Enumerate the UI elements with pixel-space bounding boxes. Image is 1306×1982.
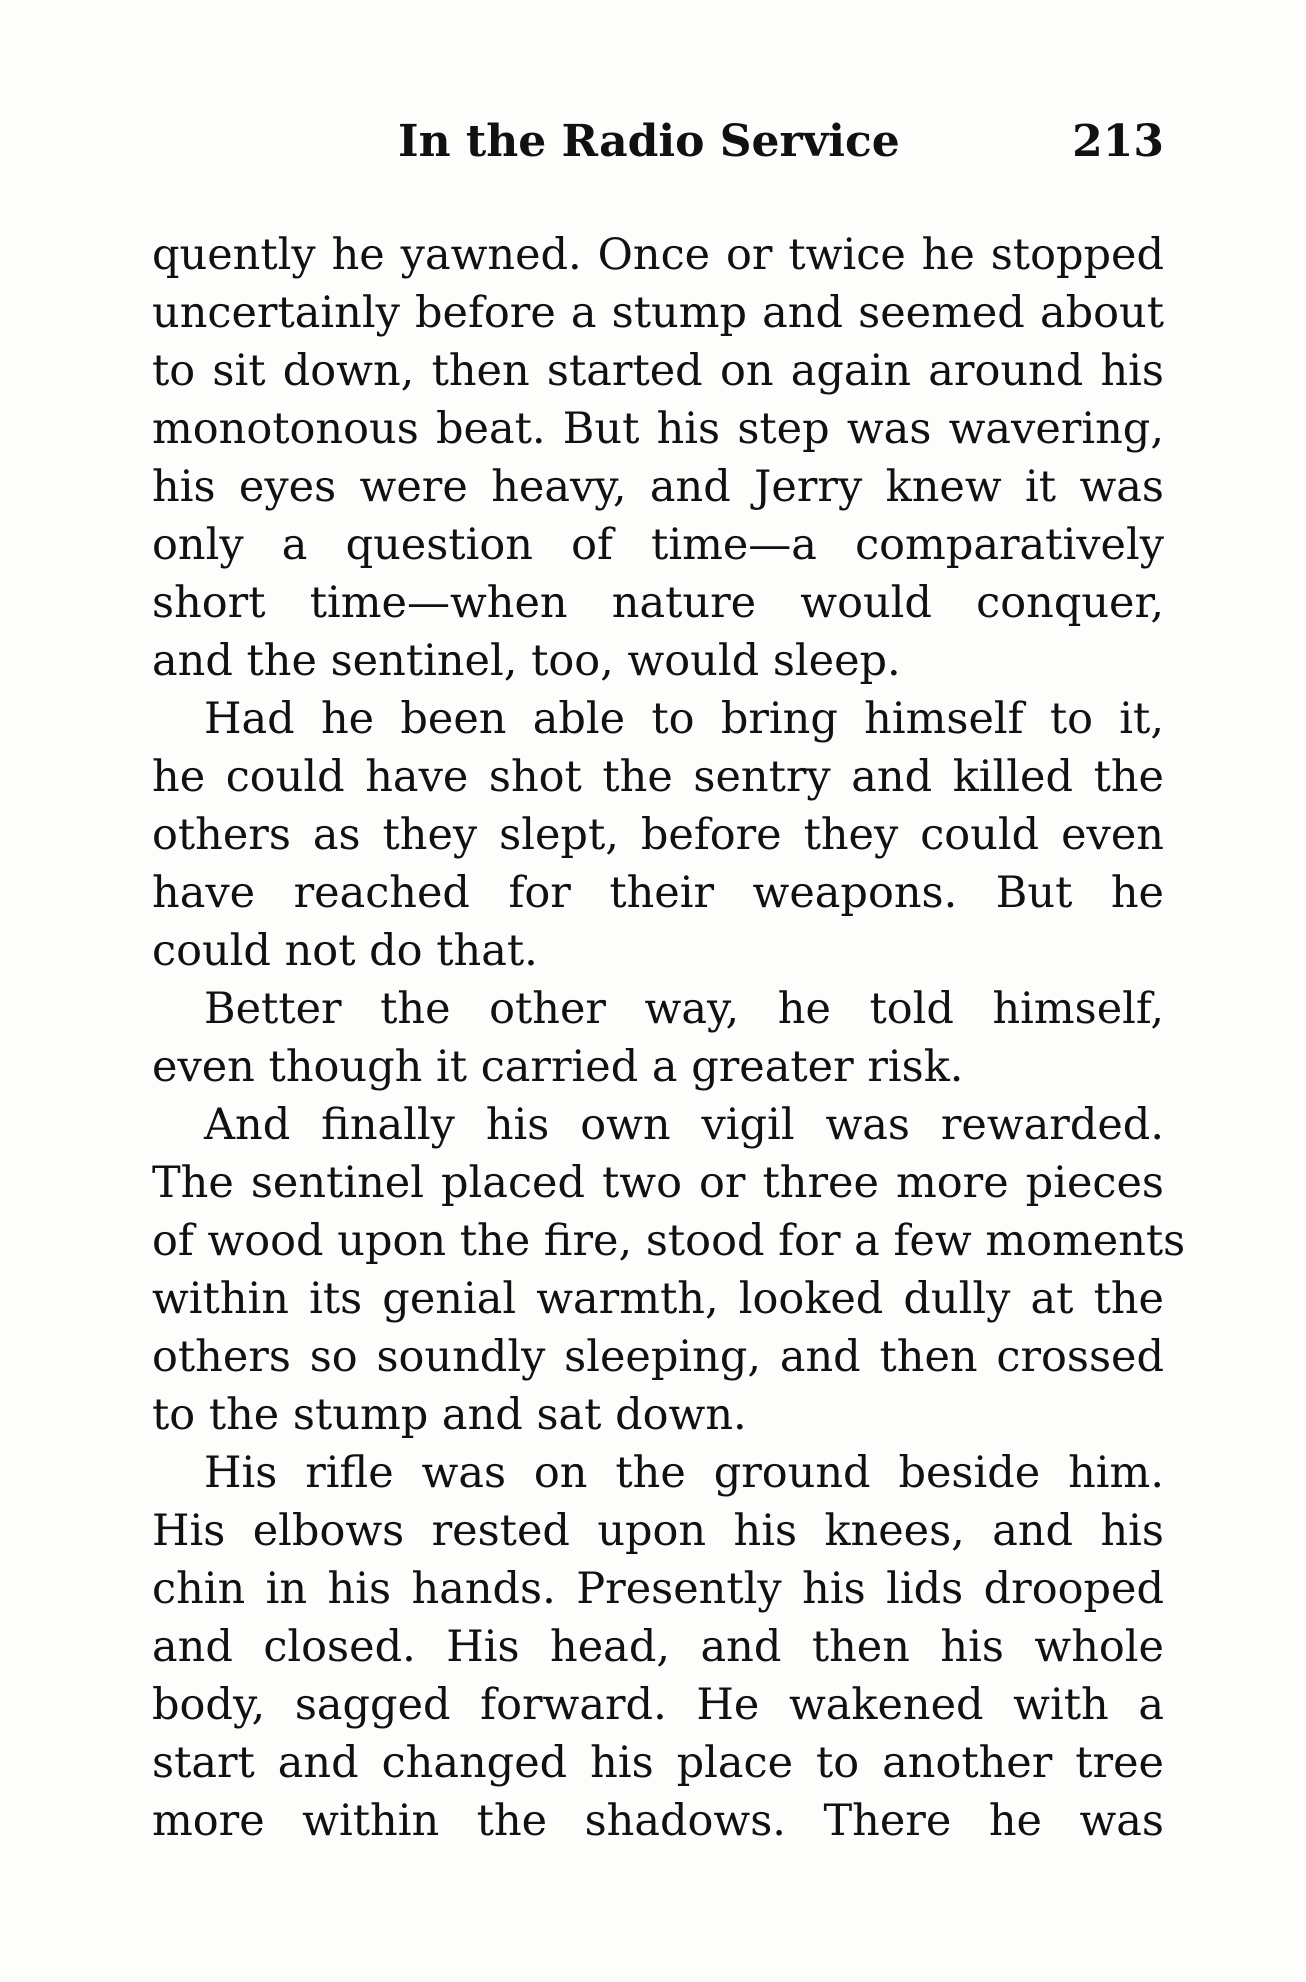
running-title: In the Radio Service xyxy=(398,116,900,167)
text-line: more within the shadows. There he was xyxy=(152,1796,1164,1846)
text-line: uncertainly before a stump and seemed about xyxy=(152,288,1164,338)
text-line: His rifle was on the ground beside him. xyxy=(204,1448,1164,1498)
text-line: his eyes were heavy, and Jerry knew it was xyxy=(152,462,1164,512)
text-line: monotonous beat. But his step was wavering, xyxy=(152,404,1164,454)
text-line: The sentinel placed two or three more pieces xyxy=(152,1158,1164,1208)
text-line: even though it carried a greater risk. xyxy=(152,1042,964,1092)
text-line: chin in his hands. Presently his lids drooped xyxy=(152,1564,1164,1614)
text-line: body, sagged forward. He wakened with a xyxy=(152,1680,1164,1730)
text-line: His elbows rested upon his knees, and his xyxy=(152,1506,1164,1556)
text-line: of wood upon the fire, stood for a few moments xyxy=(152,1216,1186,1266)
text-line: to sit down, then started on again around his xyxy=(152,346,1164,396)
text-line: quently he yawned. Once or twice he stopped xyxy=(152,230,1164,280)
text-line: others as they slept, before they could even xyxy=(152,810,1164,860)
text-line: he could have shot the sentry and killed the xyxy=(152,752,1164,802)
body-text xyxy=(152,226,1186,1850)
text-line: short time—when nature would conquer, xyxy=(152,578,1164,628)
text-line: only a question of time—a comparatively xyxy=(152,520,1164,570)
text-line: have reached for their weapons. But he xyxy=(152,868,1164,918)
text-line: And finally his own vigil was rewarded. xyxy=(204,1100,1164,1150)
text-line: could not do that. xyxy=(152,926,538,976)
text-line: others so soundly sleeping, and then crossed xyxy=(152,1332,1164,1382)
text-line: Better the other way, he told himself, xyxy=(204,984,1164,1034)
text-line: and closed. His head, and then his whole xyxy=(152,1622,1164,1672)
text-line: and the sentinel, too, would sleep. xyxy=(152,636,901,686)
text-line: within its genial warmth, looked dully at the xyxy=(152,1274,1164,1324)
text-line: to the stump and sat down. xyxy=(152,1390,747,1440)
running-head xyxy=(398,112,1164,172)
text-line: Had he been able to bring himself to it, xyxy=(204,694,1164,744)
text-line: start and changed his place to another tree xyxy=(152,1738,1164,1788)
page-number: 213 xyxy=(1072,116,1164,167)
